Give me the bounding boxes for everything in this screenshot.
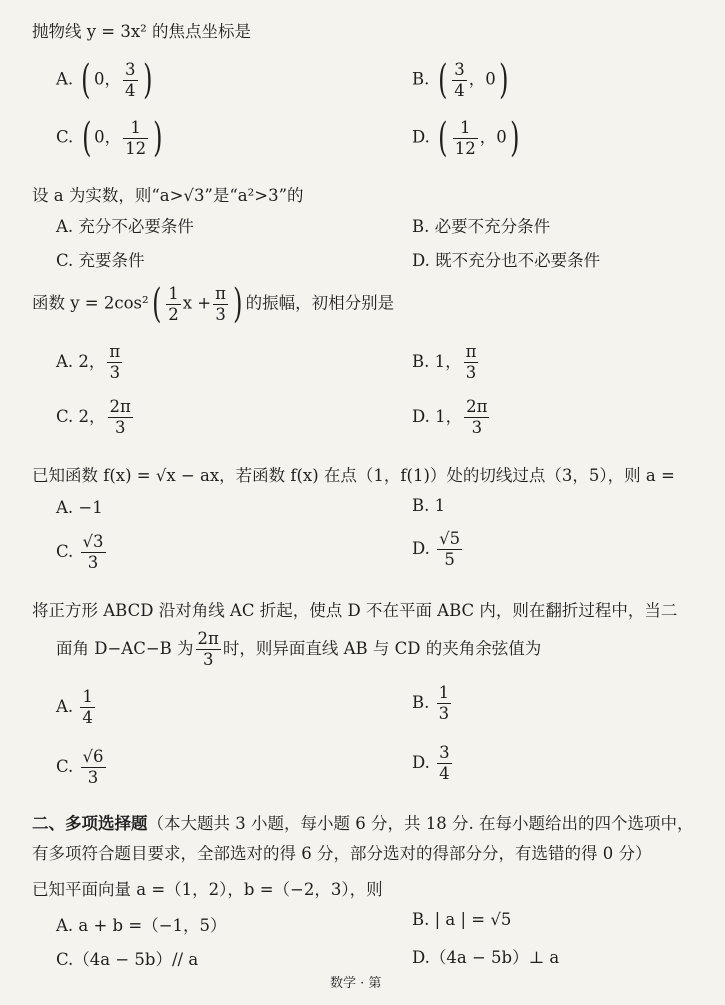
q7-option-d: D. $\frac{√5}{5}$ (412, 529, 461, 569)
q4-stem: 抛物线 y = 3x² 的焦点坐标是 (32, 22, 252, 41)
q9-option-c: C.（4a − 5b）// a (56, 950, 199, 969)
q9-option-b: B. | a | = √5 (412, 910, 512, 929)
q8-option-b: B. $\frac{1}{3}$ (412, 683, 450, 723)
page-footer: 数学 · 第 (330, 976, 382, 991)
q5-option-a: A. 充分不必要条件 (56, 217, 194, 236)
q5-option-d: D. 既不充分也不必要条件 (412, 251, 601, 270)
q8-option-c: C. $\frac{√6}{3}$ (56, 747, 104, 787)
q8-option-d: D. $\frac{3}{4}$ (412, 743, 450, 783)
q8-stem-line2: 面角 D−AC−B 为 $\frac{2\pi}{3}$ 时，则异面直线 AB 与 CD 的夹角余弦值为 (56, 629, 542, 669)
q8-stem-line1: 将正方形 ABCD 沿对角线 AC 折起，使点 D 不在平面 ABC 内，则在翻折过程中，当二 (32, 601, 678, 620)
q5-stem: 设 a 为实数，则“a>√3”是“a²>3”的 (32, 186, 304, 205)
q7-option-b: B. 1 (412, 496, 446, 515)
q4-option-d: D. ( $\frac{1}{12}$ ，0) (412, 115, 520, 161)
section2-line2: 有多项符合题目要求，全部选对的得 6 分，部分选对的得部分分，有选错的得 0 分） (32, 844, 652, 863)
q5-option-b: B. 必要不充分条件 (412, 217, 551, 236)
q6-option-b: B. 1， $\frac{\pi}{3}$ (412, 342, 477, 382)
q5-option-c: C. 充要条件 (56, 251, 145, 270)
section2-line1: 二、多项选择题（本大题共 3 小题，每小题 6 分，共 18 分. 在每小题给出的四个选项中， (32, 814, 694, 833)
q9-option-a: A. a + b =（−1，5） (56, 916, 227, 935)
q4-option-a: A. ( 0， $\frac{3}{4}$ ) (56, 57, 153, 103)
q6-option-d: D. 1， $\frac{2\pi}{3}$ (412, 397, 488, 437)
q7-option-a: A. −1 (56, 498, 103, 517)
q7-option-c: C. $\frac{√3}{3}$ (56, 532, 104, 572)
q7-stem: 已知函数 f(x) = √x − ax，若函数 f(x) 在点（1，f(1)）处的切线过点（3，5），则 a = (32, 466, 675, 485)
q6-stem: 函数 y = 2cos²( $\frac{1}{2}$ x + $\frac{\pi}{3}$ ) 的振幅，初相分别是 (32, 281, 395, 327)
section2-heading: 二、多项选择题 (32, 814, 148, 833)
q6-option-a: A. 2， $\frac{\pi}{3}$ (56, 342, 121, 382)
q6-option-c: C. 2， $\frac{2\pi}{3}$ (56, 397, 131, 437)
q9-stem: 已知平面向量 a =（1，2），b =（−2，3），则 (32, 880, 383, 899)
q4-option-b: B. ( $\frac{3}{4}$ ，0) (412, 57, 509, 103)
q8-option-a: A. $\frac{1}{4}$ (56, 687, 93, 727)
q4-option-c: C. ( 0， $\frac{1}{12}$ ) (56, 115, 163, 161)
q9-option-d: D.（4a − 5b）⊥ a (412, 948, 560, 967)
